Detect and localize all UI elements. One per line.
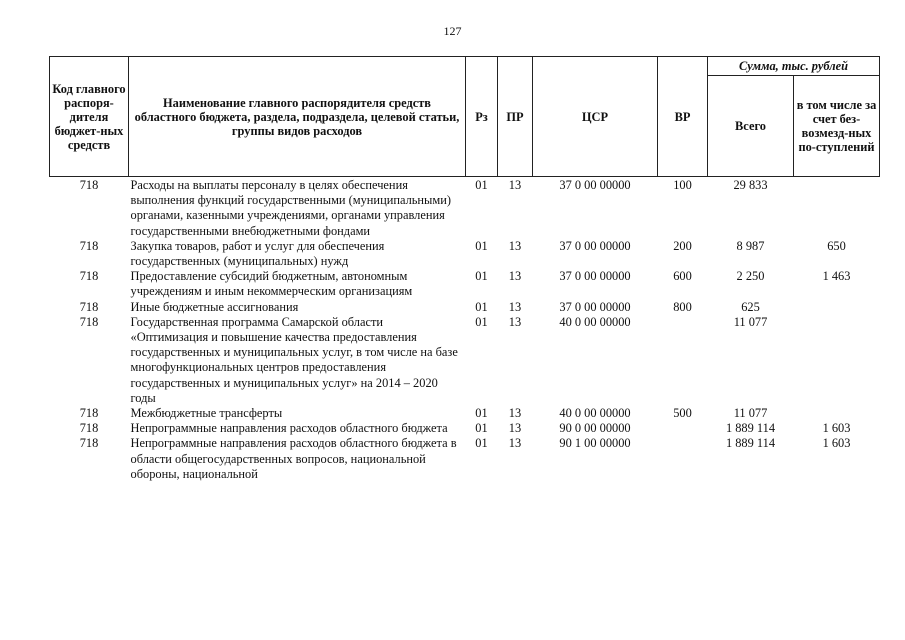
cell-free [794,300,880,315]
header-name: Наименование главного распорядителя средств областного бюджета, раздела, подраздела, целевой статьи, группы видов расходов [129,57,466,177]
cell-vr: 600 [673,269,692,284]
cell-name: Иные бюджетные ассигнования [130,299,299,314]
table-row [50,315,880,406]
cell-vr [658,421,708,436]
cell-csr: 37 0 00 00000 [559,269,631,284]
cell-code: 718 [79,299,99,314]
budget-table [49,56,880,482]
table-body [50,177,880,483]
cell-csr: 40 0 00 00000 [559,406,631,421]
cell-vr: 800 [673,299,692,314]
cell-total: 2 250 [736,269,765,284]
header-free: в том числе за счет без-возмезд-ных по-ступлений [794,76,880,177]
cell-total: 1 889 114 [725,421,776,436]
header-total: Всего [708,76,794,177]
cell-csr: 37 0 00 00000 [559,238,631,253]
table-row [50,269,880,299]
cell-pr: 13 [508,314,522,329]
cell-rz: 01 [475,436,488,451]
cell-total: 8 987 [736,238,765,253]
cell-rz: 01 [475,269,488,284]
cell-code: 718 [79,406,99,421]
cell-rz: 01 [475,178,488,192]
cell-name: Закупка товаров, работ и услуг для обеспечения государственных (муниципальных) нужд [130,238,385,269]
cell-free [794,406,880,421]
header-sum: Сумма, тыс. рублей [708,57,880,76]
cell-code: 718 [79,314,99,329]
cell-pr: 13 [508,178,522,192]
cell-pr: 13 [508,436,522,451]
cell-rz: 01 [475,238,488,253]
table-row [50,300,880,315]
table-row [50,436,880,482]
cell-vr [658,315,708,406]
cell-total: 29 833 [733,178,768,192]
cell-code: 718 [79,269,99,284]
header-csr: ЦСР [533,57,658,177]
cell-vr: 100 [673,178,692,192]
cell-csr: 40 0 00 00000 [559,314,631,329]
cell-pr: 13 [508,406,522,421]
header-code: Код главного распоря-дителя бюджет-ных средств [50,57,129,177]
header-vr: ВР [658,57,708,177]
cell-total: 625 [741,299,760,314]
cell-name: Предоставление субсидий бюджетным, автономным учреждениям и иным некоммерческим организациям [130,269,413,299]
cell-csr: 37 0 00 00000 [559,299,631,314]
cell-name: Расходы на выплаты персоналу в целях обеспечения выполнения функций государственными (муниципальными) органами, казенными учреждениями, органами управления государственными внебюджетными фондами [130,178,451,238]
cell-free: 1 603 [822,421,851,436]
cell-total: 11 077 [733,406,768,421]
cell-name: Государственная программа Самарской области «Оптимизация и повышение качества предоставления государственных и муниципальных услуг, в том числе на базе многофункциональных центров предоставления государственных и муниципальных услуг» на 2014 – 2020 годы [130,314,458,405]
cell-code: 718 [79,238,99,253]
cell-csr: 90 1 00 00000 [559,436,631,451]
cell-pr: 13 [508,299,522,314]
header-rz: Рз [466,57,498,177]
cell-code: 718 [79,421,99,436]
cell-pr: 13 [508,421,522,436]
cell-rz: 01 [475,299,488,314]
cell-vr: 500 [673,406,692,421]
cell-csr: 90 0 00 00000 [559,421,631,436]
cell-free: 650 [827,238,846,253]
table-row [50,177,880,239]
cell-free [794,315,880,406]
table-row [50,421,880,436]
cell-code: 718 [79,178,99,192]
cell-rz: 01 [475,314,488,329]
cell-csr: 37 0 00 00000 [559,178,631,192]
table-row [50,239,880,269]
page-number: 127 [443,24,462,38]
cell-pr: 13 [508,238,522,253]
cell-vr: 200 [673,238,692,253]
cell-free: 1 603 [822,436,851,451]
cell-free: 1 463 [822,269,851,284]
cell-name: Непрограммные направления расходов областного бюджета в области общегосударственных вопросов, национальной обороны, национальной [130,436,457,481]
header-pr: ПР [498,57,533,177]
cell-rz: 01 [475,421,488,436]
cell-code: 718 [79,436,99,451]
cell-free [794,177,880,239]
table-row [50,406,880,421]
cell-total: 11 077 [733,314,768,329]
cell-vr [658,436,708,482]
cell-rz: 01 [475,406,488,421]
cell-name: Непрограммные направления расходов областного бюджета [130,421,448,436]
cell-total: 1 889 114 [725,436,776,451]
cell-name: Межбюджетные трансферты [130,406,283,421]
cell-pr: 13 [508,269,522,284]
